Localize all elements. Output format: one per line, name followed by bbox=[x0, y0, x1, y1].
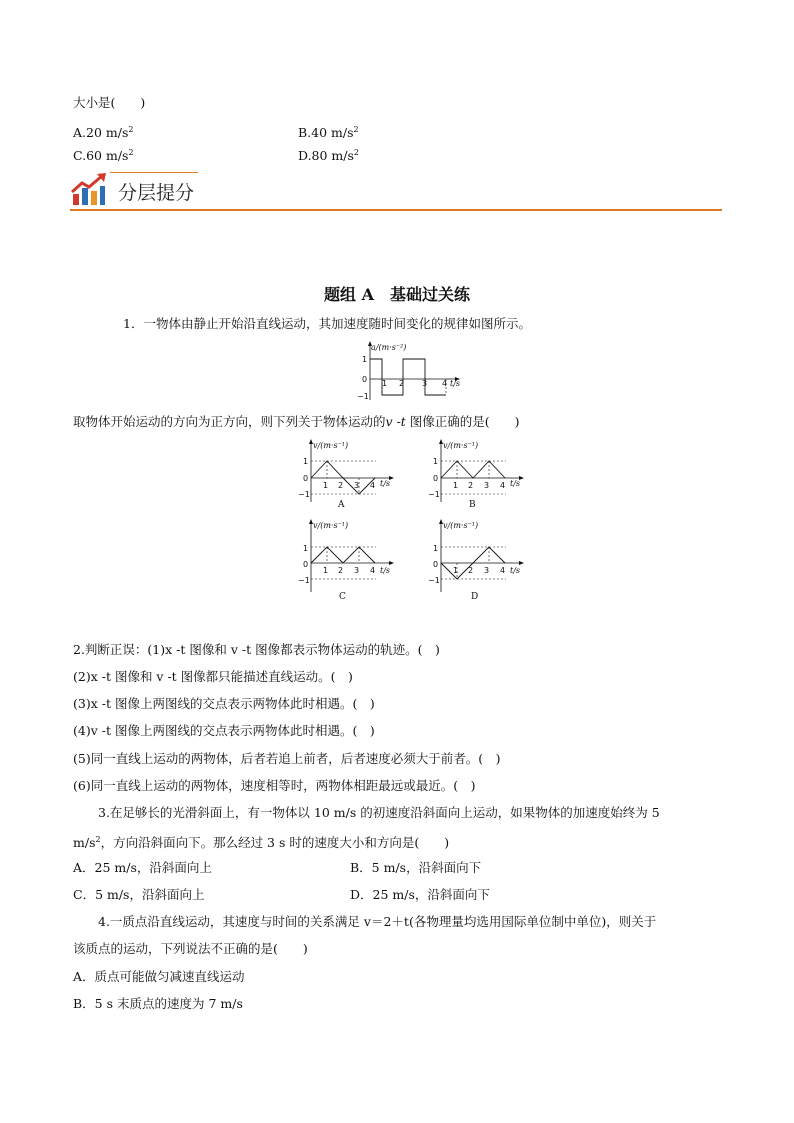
at-xtick: 1 bbox=[382, 379, 388, 388]
svg-text:3: 3 bbox=[354, 481, 360, 490]
at-graph bbox=[345, 338, 475, 404]
section-divider bbox=[70, 209, 722, 211]
at-xtick: 3 bbox=[422, 379, 428, 388]
vt-graph-b bbox=[428, 436, 538, 514]
svg-text:3: 3 bbox=[484, 481, 490, 490]
svg-text:0: 0 bbox=[433, 560, 439, 569]
vt-graph-d bbox=[428, 516, 538, 596]
vt-graph-a-label: A bbox=[338, 500, 345, 510]
at-ytick: 0 bbox=[362, 375, 368, 384]
svg-text:1: 1 bbox=[433, 457, 439, 466]
svg-text:1: 1 bbox=[303, 544, 309, 553]
svg-text:1: 1 bbox=[453, 481, 459, 490]
q3-option-a: A．25 m/s，沿斜面向上 bbox=[73, 860, 212, 875]
section-top-rule bbox=[110, 172, 198, 173]
vt-graph-c bbox=[298, 516, 408, 596]
q2-line-1: 2.判断正误：(1)x -t 图像和 v -t 图像都表示物体运动的轨迹。( ) bbox=[73, 642, 440, 657]
at-xtick: 4 bbox=[442, 379, 448, 388]
group-title: 题组 A 基础过关练 bbox=[324, 285, 470, 304]
q4-option-b: B．5 s 末质点的速度为 7 m/s bbox=[73, 996, 243, 1011]
svg-text:t/s: t/s bbox=[380, 566, 391, 575]
q2-line-4: (4)v -t 图像上两图线的交点表示两物体此时相遇。( ) bbox=[73, 723, 375, 738]
svg-text:t/s: t/s bbox=[510, 479, 521, 488]
at-xlabel: t/s bbox=[450, 379, 461, 388]
question-stem-tail: 大小是( ) bbox=[73, 95, 146, 110]
q1-stem: 1．一物体由静止开始沿直线运动，其加速度随时间变化的规律如图所示。 bbox=[123, 316, 531, 331]
vt-graph-c-label: C bbox=[339, 592, 346, 602]
svg-text:−1: −1 bbox=[428, 490, 440, 499]
svg-text:1: 1 bbox=[323, 566, 329, 575]
svg-text:−1: −1 bbox=[298, 490, 310, 499]
svg-text:2: 2 bbox=[468, 566, 474, 575]
option-a: A.20 $m/s^2$ bbox=[73, 125, 134, 140]
svg-text:3: 3 bbox=[354, 566, 360, 575]
at-xtick: 2 bbox=[399, 379, 405, 388]
q3-line-1: 3.在足够长的光滑斜面上，有一物体以 10 m/s 的初速度沿斜面向上运动，如果物体的加速度始终为 5 bbox=[98, 805, 660, 820]
q3-option-c: C．5 m/s，沿斜面向上 bbox=[73, 887, 205, 902]
section-title: 分层提分 bbox=[118, 182, 195, 204]
at-ytick: −1 bbox=[357, 392, 369, 401]
q2-line-3: (3)x -t 图像上两图线的交点表示两物体此时相遇。( ) bbox=[73, 696, 375, 711]
chart-growth-icon bbox=[70, 172, 108, 208]
svg-text:0: 0 bbox=[303, 474, 309, 483]
svg-text:0: 0 bbox=[433, 474, 439, 483]
svg-text:4: 4 bbox=[500, 566, 506, 575]
option-d: D.80 $m/s^2$ bbox=[298, 148, 360, 163]
svg-text:v/(m·s⁻¹): v/(m·s⁻¹) bbox=[443, 521, 479, 530]
at-ytick: 1 bbox=[362, 355, 368, 364]
option-c: C.60 $m/s^2$ bbox=[73, 148, 134, 163]
q2-line-6: (6)同一直线上运动的两物体，速度相等时，两物体相距最远或最近。( ) bbox=[73, 778, 476, 793]
q2-line-5: (5)同一直线上运动的两物体，后者若追上前者，后者速度必须大于前者。( ) bbox=[73, 751, 501, 766]
q3-option-b: B．5 m/s，沿斜面向下 bbox=[350, 860, 482, 875]
svg-text:−1: −1 bbox=[298, 576, 310, 585]
svg-text:0: 0 bbox=[303, 560, 309, 569]
at-ylabel: a/(m·s⁻²) bbox=[371, 343, 407, 352]
svg-text:1: 1 bbox=[453, 566, 459, 575]
q4-line-1: 4.一质点沿直线运动，其速度与时间的关系满足 v＝2＋t(各物理量均选用国际单位制中单位)，则关于 bbox=[98, 914, 657, 929]
q3-option-d: D．25 m/s，沿斜面向下 bbox=[350, 887, 490, 902]
svg-text:1: 1 bbox=[303, 457, 309, 466]
svg-text:v/(m·s⁻¹): v/(m·s⁻¹) bbox=[443, 441, 479, 450]
q3-line-2: $m/s^2$，方向沿斜面向下。那么经过 3 s 时的速度大小和方向是( ) bbox=[73, 835, 450, 850]
svg-text:2: 2 bbox=[338, 481, 344, 490]
svg-text:4: 4 bbox=[370, 481, 376, 490]
vt-graph-b-label: B bbox=[469, 500, 476, 510]
svg-text:t/s: t/s bbox=[510, 566, 521, 575]
svg-text:2: 2 bbox=[338, 566, 344, 575]
vt-graph-d-label: D bbox=[471, 592, 479, 602]
svg-text:−1: −1 bbox=[428, 576, 440, 585]
svg-text:1: 1 bbox=[323, 481, 329, 490]
svg-text:2: 2 bbox=[468, 481, 474, 490]
svg-text:v/(m·s⁻¹): v/(m·s⁻¹) bbox=[313, 521, 349, 530]
q1-followup: 取物体开始运动的方向为正方向，则下列关于物体运动的v -t 图像正确的是( ) bbox=[73, 414, 520, 429]
q4-option-a: A．质点可能做匀减速直线运动 bbox=[73, 969, 245, 984]
option-b: B.40 $m/s^2$ bbox=[298, 125, 359, 140]
svg-text:t/s: t/s bbox=[380, 479, 391, 488]
svg-text:4: 4 bbox=[500, 481, 506, 490]
q2-line-2: (2)x -t 图像和 v -t 图像都只能描述直线运动。( ) bbox=[73, 669, 353, 684]
svg-text:3: 3 bbox=[484, 566, 490, 575]
svg-text:1: 1 bbox=[433, 544, 439, 553]
vt-graph-a bbox=[298, 436, 408, 514]
q4-line-2: 该质点的运动，下列说法不正确的是( ) bbox=[73, 941, 308, 956]
svg-text:4: 4 bbox=[370, 566, 376, 575]
svg-text:v/(m·s⁻¹): v/(m·s⁻¹) bbox=[313, 441, 349, 450]
